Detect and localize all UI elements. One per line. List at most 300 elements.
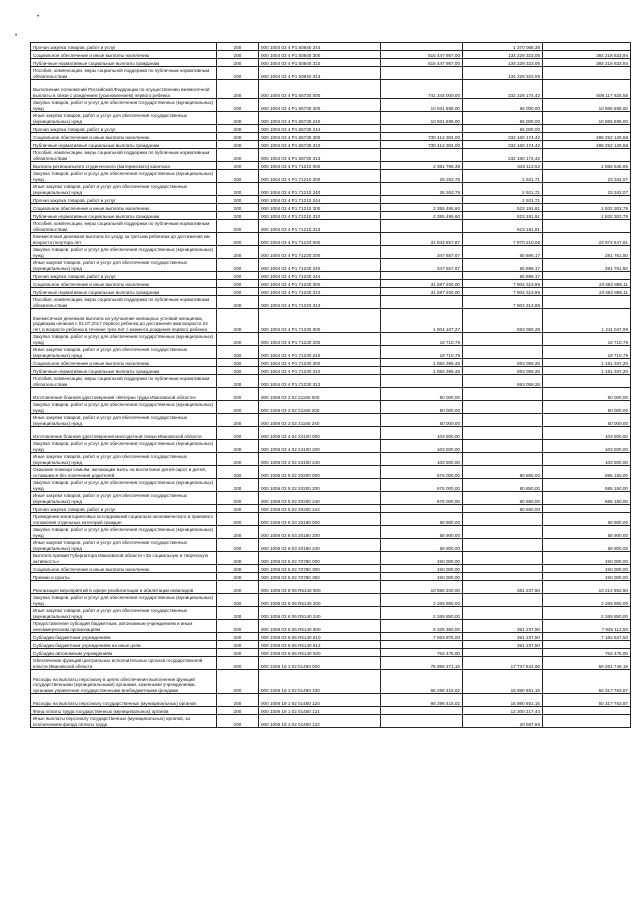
row-remaining-amount-cell: 595 150,00 (543, 466, 631, 479)
row-classification-code-cell: 000 1006 03 5 02 20200 200 (259, 479, 381, 492)
row-classification-code-cell: 000 1004 03 4 Р1 71230 310 (259, 367, 381, 375)
row-name-cell: Закупка товаров, работ и услуг для обеспечения государственных (муниципальных) нужд (31, 170, 217, 183)
row-code-cell: 200 (217, 707, 259, 715)
row-classification-code-cell: 000 1006 03 3 02 21160 240 (259, 414, 381, 427)
row-remaining-amount-cell: 498 252 129,58 (543, 133, 631, 141)
row-remaining-amount-cell: 2 269 850,00 (543, 594, 631, 607)
row-executed-amount-cell: 15 980 651,15 (463, 694, 543, 707)
table-row (31, 573, 631, 581)
row-code-cell: 200 (217, 367, 259, 375)
row-name-cell: Премии и гранты (31, 573, 217, 581)
row-approved-amount-cell: 58 900,00 (381, 539, 463, 552)
row-approved-amount-cell: 50 000,00 (381, 388, 463, 401)
row-code-cell: 200 (217, 526, 259, 539)
row-name-cell: Пособия, компенсации, меры социальной поддержки по публичным нормативным обязательствам (31, 149, 217, 162)
table-row (31, 141, 631, 149)
row-classification-code-cell: 000 1006 03 6 03 20180 200 (259, 526, 381, 539)
row-approved-amount-cell (381, 641, 463, 649)
row-executed-amount-cell: 693 059,28 (463, 367, 543, 375)
row-approved-amount-cell: 31 944 857,87 (381, 233, 463, 246)
table-row (31, 594, 631, 607)
row-executed-amount-cell: 381 237,50 (463, 633, 543, 641)
row-remaining-amount-cell (543, 272, 631, 280)
table-row (31, 641, 631, 649)
row-name-cell: Выплата регионального студенческого (материнского) капитала (31, 162, 217, 170)
row-classification-code-cell: 000 1004 03 4 Р1 71220 300 (259, 280, 381, 288)
row-approved-amount-cell: 730 412 304,00 (381, 141, 463, 149)
row-executed-amount-cell: 66 000,00 (463, 125, 543, 133)
table-row (31, 552, 631, 565)
row-name-cell: Прочая закупка товаров, работ и услуг (31, 125, 217, 133)
row-classification-code-cell: 000 1004 03 4 Р1 71210 240 (259, 183, 381, 196)
row-classification-code-cell: 000 1004 03 4 Р1 50840 310 (259, 59, 381, 67)
table-row (31, 526, 631, 539)
row-code-cell: 200 (217, 196, 259, 204)
row-remaining-amount-cell: 23 974 647,81 (543, 233, 631, 246)
row-approved-amount-cell: 676 000,00 (381, 479, 463, 492)
row-name-cell: Реализация мероприятий в сфере реабилитации и абилитации инвалидов (31, 581, 217, 594)
row-approved-amount-cell (381, 375, 463, 388)
table-row (31, 233, 631, 246)
row-executed-amount-cell: 134 229 323,06 (463, 67, 543, 80)
row-approved-amount-cell: 2 355 495,60 (381, 212, 463, 220)
row-remaining-amount-cell: 509 117 825,58 (543, 80, 631, 99)
row-approved-amount-cell: 10 931 696,00 (381, 99, 463, 112)
row-classification-code-cell: 000 1006 03 6 06 R5140 000 (259, 581, 381, 594)
row-executed-amount-cell: 2 921,71 (463, 183, 543, 196)
row-classification-code-cell: 000 1004 03 4 Р1 55730 240 (259, 112, 381, 125)
row-name-cell: Иные закупки товаров, работ и услуг для обеспечения государственных (муниципальных) нужд (31, 259, 217, 272)
row-classification-code-cell: 000 1004 03 4 Р1 71230 000 (259, 309, 381, 333)
row-code-cell: 200 (217, 51, 259, 59)
row-code-cell: 200 (217, 233, 259, 246)
row-executed-amount-cell: 66 000,00 (463, 112, 543, 125)
row-code-cell: 200 (217, 246, 259, 259)
row-executed-amount-cell: 381 237,50 (463, 581, 543, 594)
table-row (31, 309, 631, 333)
row-classification-code-cell: 000 1006 18 1 02 01450 100 (259, 670, 381, 694)
row-code-cell: 200 (217, 715, 259, 728)
row-classification-code-cell: 000 1006 18 1 02 01450 122 (259, 715, 381, 728)
table-row (31, 715, 631, 728)
row-remaining-amount-cell: 1 211 047,99 (543, 309, 631, 333)
row-executed-amount-cell: 80 850,00 (463, 479, 543, 492)
row-executed-amount-cell: 2 921,71 (463, 196, 543, 204)
row-name-cell: Иные закупки товаров, работ и услуг для обеспечения государственных (муниципальных) нужд (31, 183, 217, 196)
row-remaining-amount-cell: 10 865 696,00 (543, 99, 631, 112)
row-classification-code-cell: 000 1004 03 4 Р1 55730 300 (259, 133, 381, 141)
row-executed-amount-cell (463, 539, 543, 552)
table-row (31, 620, 631, 633)
row-classification-code-cell: 000 1004 03 4 Р1 71230 240 (259, 346, 381, 359)
row-approved-amount-cell (381, 196, 463, 204)
table-row (31, 51, 631, 59)
row-code-cell: 200 (217, 99, 259, 112)
row-name-cell: Закупка товаров, работ и услуг для обеспечения государственных (муниципальных) нужд (31, 99, 217, 112)
row-executed-amount-cell: 7 904 313,89 (463, 288, 543, 296)
row-remaining-amount-cell (543, 715, 631, 728)
table-row (31, 401, 631, 414)
row-name-cell: Обеспечение функций центральных исполнительных органов государственной власти Ивановской области (31, 657, 217, 670)
row-approved-amount-cell: 150 000,00 (381, 552, 463, 565)
row-code-cell: 200 (217, 359, 259, 367)
row-code-cell: 200 (217, 125, 259, 133)
row-remaining-amount-cell: 50 000,00 (543, 388, 631, 401)
row-code-cell: 200 (217, 440, 259, 453)
table-row (31, 183, 631, 196)
row-name-cell: Ежемесячная денежная выплата по уходу за третьим ребенком до достижения им возраста полутора лет (31, 233, 217, 246)
row-remaining-amount-cell: 58 261 746,19 (543, 657, 631, 670)
row-name-cell: Закупка товаров, работ и услуг для обеспечения государственных (муниципальных) нужд (31, 526, 217, 539)
table-row (31, 581, 631, 594)
row-remaining-amount-cell (543, 220, 631, 233)
row-code-cell: 200 (217, 414, 259, 427)
row-executed-amount-cell: 80 850,00 (463, 505, 543, 513)
row-approved-amount-cell: 676 000,00 (381, 466, 463, 479)
row-approved-amount-cell (381, 67, 463, 80)
row-classification-code-cell: 000 1006 03 6 06 R5140 620 (259, 649, 381, 657)
row-name-cell: Закупка товаров, работ и услуг для обеспечения государственных (муниципальных) нужд (31, 333, 217, 346)
row-name-cell: Иные закупки товаров, работ и услуг для обеспечения государственных (муниципальных) нужд (31, 607, 217, 620)
table-row (31, 125, 631, 133)
row-executed-amount-cell: 693 059,28 (463, 309, 543, 333)
row-classification-code-cell: 000 1004 03 4 Р1 55730 200 (259, 99, 381, 112)
table-row (31, 657, 631, 670)
row-remaining-amount-cell: 50 317 763,87 (543, 670, 631, 694)
row-remaining-amount-cell: 762 475,00 (543, 649, 631, 657)
row-remaining-amount-cell: 19 710,79 (543, 346, 631, 359)
table-row (31, 367, 631, 375)
row-executed-amount-cell: 1 370 068,38 (463, 43, 543, 51)
row-executed-amount-cell: 134 229 323,06 (463, 51, 543, 59)
row-executed-amount-cell (463, 401, 543, 414)
row-classification-code-cell: 000 1004 03 4 Р1 71210 244 (259, 196, 381, 204)
row-approved-amount-cell: 66 298 415,02 (381, 670, 463, 694)
table-row (31, 492, 631, 505)
row-code-cell: 200 (217, 141, 259, 149)
table-row (31, 43, 631, 51)
table-row (31, 80, 631, 99)
row-name-cell: Публичные нормативные социальные выплаты гражданам (31, 367, 217, 375)
row-executed-amount-cell (463, 333, 543, 346)
table-row (31, 707, 631, 715)
row-executed-amount-cell (463, 346, 543, 359)
row-classification-code-cell: 000 1004 03 4 Р1 71220 244 (259, 272, 381, 280)
row-remaining-amount-cell: 23 342,07 (543, 170, 631, 183)
row-code-cell: 200 (217, 670, 259, 694)
table-row (31, 539, 631, 552)
row-approved-amount-cell: 19 710,79 (381, 346, 463, 359)
row-name-cell: Социальное обеспечение и иные выплаты населению (31, 280, 217, 288)
row-name-cell: Публичные нормативные социальные выплаты гражданам (31, 141, 217, 149)
row-code-cell: 200 (217, 220, 259, 233)
row-approved-amount-cell: 26 263,78 (381, 170, 463, 183)
table-row (31, 59, 631, 67)
row-classification-code-cell: 000 1006 03 6 06 R5140 610 (259, 633, 381, 641)
row-code-cell: 200 (217, 375, 259, 388)
row-approved-amount-cell (381, 125, 463, 133)
row-classification-code-cell: 000 1004 03 4 Р1 50840 313 (259, 67, 381, 80)
table-row (31, 170, 631, 183)
table-row (31, 694, 631, 707)
row-name-cell: Иные закупки товаров, работ и услуг для обеспечения государственных (муниципальных) нужд (31, 346, 217, 359)
row-remaining-amount-cell: 103 500,00 (543, 427, 631, 440)
row-approved-amount-cell: 31 597 200,00 (381, 288, 463, 296)
row-approved-amount-cell: 515 447 957,00 (381, 51, 463, 59)
row-classification-code-cell: 000 1006 03 6 06 R5140 240 (259, 607, 381, 620)
row-classification-code-cell: 000 1004 03 4 Р1 71210 300 (259, 204, 381, 212)
row-approved-amount-cell: 1 884 396,48 (381, 367, 463, 375)
row-remaining-amount-cell: 50 317 763,87 (543, 694, 631, 707)
table-row (31, 288, 631, 296)
row-name-cell: Социальное обеспечение и иные выплаты населению (31, 204, 217, 212)
row-code-cell: 200 (217, 280, 259, 288)
row-name-cell: Ежемесячная денежная выплата на улучшение жилищных условий женщинам, родившим начиная с 01.07.2017 первого ребенка до достижения ими возраста 24 лет, в возрасте ребенка в течение трех лет с момента рождения первого ребенка (31, 309, 217, 333)
budget-execution-table (30, 42, 631, 728)
row-remaining-amount-cell: 10 865 696,00 (543, 112, 631, 125)
row-classification-code-cell: 000 1004 03 4 Р1 71230 200 (259, 333, 381, 346)
row-code-cell: 200 (217, 170, 259, 183)
row-code-cell: 200 (217, 183, 259, 196)
row-remaining-amount-cell: 1 832 303,79 (543, 212, 631, 220)
row-executed-amount-cell: 523 191,81 (463, 212, 543, 220)
table-row (31, 453, 631, 466)
row-name-cell: Закупка товаров, работ и услуг для обеспечения государственных (муниципальных) нужд (31, 440, 217, 453)
row-approved-amount-cell: 2 269 850,00 (381, 607, 463, 620)
row-name-cell: Социальное обеспечение и иные выплаты населению (31, 359, 217, 367)
row-executed-amount-cell: 80 850,00 (463, 492, 543, 505)
row-remaining-amount-cell: 7 182 637,50 (543, 633, 631, 641)
row-approved-amount-cell (381, 272, 463, 280)
row-classification-code-cell: 000 1006 03 4 02 24100 000 (259, 427, 381, 440)
row-classification-code-cell: 000 1004 03 4 Р1 55730 244 (259, 125, 381, 133)
row-code-cell: 200 (217, 607, 259, 620)
row-code-cell: 200 (217, 649, 259, 657)
row-remaining-amount-cell (543, 505, 631, 513)
row-code-cell: 200 (217, 133, 259, 141)
table-row (31, 204, 631, 212)
row-executed-amount-cell (463, 526, 543, 539)
table-row (31, 149, 631, 162)
table-row (31, 359, 631, 367)
row-remaining-amount-cell: 23 692 886,11 (543, 288, 631, 296)
row-approved-amount-cell: 2 355 495,60 (381, 204, 463, 212)
row-classification-code-cell: 000 1004 03 4 Р1 71230 313 (259, 375, 381, 388)
row-approved-amount-cell: 66 298 415,02 (381, 694, 463, 707)
row-remaining-amount-cell: 103 500,00 (543, 440, 631, 453)
row-name-cell: Закупка товаров, работ и услуг для обеспечения государственных (муниципальных) нужд (31, 594, 217, 607)
row-code-cell: 200 (217, 466, 259, 479)
row-name-cell: Пособия, компенсации, меры социальной поддержки по публичным нормативным обязательствам (31, 375, 217, 388)
row-remaining-amount-cell: 10 214 962,50 (543, 581, 631, 594)
row-classification-code-cell: 000 1006 03 6 06 R5140 600 (259, 620, 381, 633)
row-classification-code-cell: 000 1006 03 5 02 20200 244 (259, 505, 381, 513)
row-code-cell: 200 (217, 581, 259, 594)
row-classification-code-cell: 000 1006 03 6 03 20180 000 (259, 513, 381, 526)
table-row (31, 466, 631, 479)
row-executed-amount-cell (463, 649, 543, 657)
row-executed-amount-cell: 65 896,17 (463, 246, 543, 259)
table-row (31, 99, 631, 112)
row-remaining-amount-cell: 50 000,00 (543, 414, 631, 427)
row-code-cell: 200 (217, 539, 259, 552)
row-executed-amount-cell (463, 594, 543, 607)
row-remaining-amount-cell: 1 832 303,79 (543, 204, 631, 212)
row-code-cell: 200 (217, 80, 259, 99)
row-code-cell: 200 (217, 43, 259, 51)
table-row (31, 388, 631, 401)
row-code-cell: 200 (217, 453, 259, 466)
row-classification-code-cell: 000 1006 18 1 02 01450 121 (259, 707, 381, 715)
row-approved-amount-cell (381, 715, 463, 728)
row-approved-amount-cell: 103 500,00 (381, 440, 463, 453)
row-classification-code-cell: 000 1004 03 4 Р1 71230 300 (259, 359, 381, 367)
row-classification-code-cell: 000 1004 03 4 Р1 55730 313 (259, 149, 381, 162)
row-name-cell: Иные закупки товаров, работ и услуг для обеспечения государственных (муниципальных) нужд (31, 414, 217, 427)
row-code-cell: 200 (217, 620, 259, 633)
row-classification-code-cell: 000 1006 03 5 02 20200 240 (259, 492, 381, 505)
row-name-cell: Пособия, компенсации, меры социальной поддержки по публичным нормативным обязательствам (31, 296, 217, 309)
row-name-cell: Публичные нормативные социальные выплаты гражданам (31, 59, 217, 67)
row-remaining-amount-cell: 19 710,79 (543, 333, 631, 346)
row-code-cell: 200 (217, 552, 259, 565)
row-approved-amount-cell (381, 220, 463, 233)
row-executed-amount-cell (463, 552, 543, 565)
row-name-cell: Проведение мониторинговых исследований социально-экономического и правового положения отдельных категорий граждан (31, 513, 217, 526)
row-remaining-amount-cell: 1 855 645,86 (543, 162, 631, 170)
row-code-cell: 200 (217, 346, 259, 359)
row-executed-amount-cell: 7 970 210,06 (463, 233, 543, 246)
row-code-cell: 200 (217, 296, 259, 309)
table-row (31, 333, 631, 346)
row-classification-code-cell: 000 1004 03 4 Р1 71210 313 (259, 220, 381, 233)
table-row (31, 112, 631, 125)
table-row (31, 212, 631, 220)
table-row (31, 259, 631, 272)
row-approved-amount-cell: 741 344 000,00 (381, 80, 463, 99)
row-executed-amount-cell: 66 000,00 (463, 99, 543, 112)
row-approved-amount-cell (381, 707, 463, 715)
row-name-cell: Пособия, компенсации, меры социальной поддержки по публичным нормативным обязательствам (31, 220, 217, 233)
row-classification-code-cell: 000 1004 03 4 Р1 71220 313 (259, 296, 381, 309)
row-approved-amount-cell: 762 475,00 (381, 649, 463, 657)
row-remaining-amount-cell: 384 218 633,94 (543, 59, 631, 67)
row-name-cell: Иные закупки товаров, работ и услуг для обеспечения государственных (муниципальных) нужд (31, 539, 217, 552)
table-row (31, 220, 631, 233)
row-name-cell: Иные закупки товаров, работ и услуг для обеспечения государственных (муниципальных) нужд (31, 112, 217, 125)
row-approved-amount-cell: 19 710,79 (381, 333, 463, 346)
row-executed-amount-cell: 17 737 624,96 (463, 657, 543, 670)
row-remaining-amount-cell (543, 196, 631, 204)
row-code-cell: 200 (217, 59, 259, 67)
row-classification-code-cell: 000 1006 03 6 02 70780 000 (259, 552, 381, 565)
table-row (31, 280, 631, 288)
row-classification-code-cell: 000 1004 03 4 Р1 71210 200 (259, 170, 381, 183)
row-remaining-amount-cell: 58 900,00 (543, 526, 631, 539)
row-executed-amount-cell (463, 513, 543, 526)
row-classification-code-cell: 000 1006 03 6 02 70780 300 (259, 565, 381, 573)
table-row (31, 375, 631, 388)
table-row (31, 196, 631, 204)
row-name-cell: Закупка товаров, работ и услуг для обеспечения государственных (муниципальных) нужд (31, 479, 217, 492)
table-row (31, 505, 631, 513)
row-remaining-amount-cell: 150 000,00 (543, 565, 631, 573)
table-row (31, 633, 631, 641)
row-remaining-amount-cell: 595 150,00 (543, 479, 631, 492)
row-name-cell: Прочая закупка товаров, работ и услуг (31, 272, 217, 280)
row-approved-amount-cell: 515 447 957,00 (381, 59, 463, 67)
table-row (31, 296, 631, 309)
row-executed-amount-cell (463, 573, 543, 581)
row-classification-code-cell: 000 1004 03 4 Р1 71220 240 (259, 259, 381, 272)
row-approved-amount-cell: 676 000,00 (381, 492, 463, 505)
row-classification-code-cell: 000 1004 03 4 Р1 55730 000 (259, 80, 381, 99)
row-remaining-amount-cell: 23 342,07 (543, 183, 631, 196)
row-remaining-amount-cell (543, 641, 631, 649)
row-code-cell: 200 (217, 573, 259, 581)
row-name-cell: Предоставление субсидий бюджетным, автономным учреждениям и иным некоммерческим организациям (31, 620, 217, 633)
scan-dot-mark: • (37, 14, 40, 20)
row-executed-amount-cell (463, 440, 543, 453)
row-remaining-amount-cell (543, 67, 631, 80)
row-approved-amount-cell: 75 999 371,15 (381, 657, 463, 670)
row-name-cell: Пособия, компенсации, меры социальной поддержки по публичным нормативным обязательствам (31, 67, 217, 80)
row-code-cell: 200 (217, 333, 259, 346)
row-name-cell: Расходы на выплаты персоналу государственных (муниципальных) органов (31, 694, 217, 707)
row-executed-amount-cell: 20 587,66 (463, 715, 543, 728)
row-name-cell: Закупка товаров, работ и услуг для обеспечения государственных (муниципальных) нужд (31, 401, 217, 414)
row-code-cell: 200 (217, 633, 259, 641)
row-remaining-amount-cell: 7 945 112,50 (543, 620, 631, 633)
row-name-cell: Публичные нормативные социальные выплаты гражданам (31, 212, 217, 220)
row-remaining-amount-cell: 384 218 633,94 (543, 51, 631, 59)
row-remaining-amount-cell: 103 500,00 (543, 453, 631, 466)
row-code-cell: 200 (217, 272, 259, 280)
table-row (31, 427, 631, 440)
row-code-cell: 200 (217, 204, 259, 212)
row-executed-amount-cell: 7 904 313,89 (463, 296, 543, 309)
row-name-cell: Прочая закупка товаров, работ и услуг (31, 196, 217, 204)
row-code-cell: 200 (217, 565, 259, 573)
row-executed-amount-cell: 381 237,50 (463, 620, 543, 633)
row-approved-amount-cell: 58 900,00 (381, 526, 463, 539)
table-row (31, 649, 631, 657)
row-classification-code-cell: 000 1006 03 3 02 21160 000 (259, 388, 381, 401)
row-name-cell: Оказание помощи семьям, желающим взять на воспитание детей-сирот и детей, оставшихся без попечения родителей (31, 466, 217, 479)
row-executed-amount-cell: 80 850,00 (463, 466, 543, 479)
row-executed-amount-cell: 232 160 174,42 (463, 149, 543, 162)
row-code-cell: 200 (217, 479, 259, 492)
row-remaining-amount-cell: 150 000,00 (543, 552, 631, 565)
row-classification-code-cell: 000 1006 03 6 06 R5140 200 (259, 594, 381, 607)
row-approved-amount-cell: 1 884 396,48 (381, 359, 463, 367)
row-classification-code-cell: 000 1006 03 5 02 20200 000 (259, 466, 381, 479)
table-row (31, 670, 631, 694)
row-remaining-amount-cell (543, 296, 631, 309)
row-code-cell: 200 (217, 162, 259, 170)
row-code-cell: 200 (217, 149, 259, 162)
table-row (31, 67, 631, 80)
row-executed-amount-cell: 523 191,81 (463, 204, 543, 212)
row-classification-code-cell: 000 1004 03 4 Р1 50840 244 (259, 43, 381, 51)
row-approved-amount-cell (381, 43, 463, 51)
row-approved-amount-cell: 50 000,00 (381, 401, 463, 414)
row-name-cell: Социальное обеспечение и иные выплаты населению (31, 51, 217, 59)
table-row (31, 414, 631, 427)
table-row (31, 246, 631, 259)
table-row (31, 479, 631, 492)
row-approved-amount-cell: 50 000,00 (381, 414, 463, 427)
